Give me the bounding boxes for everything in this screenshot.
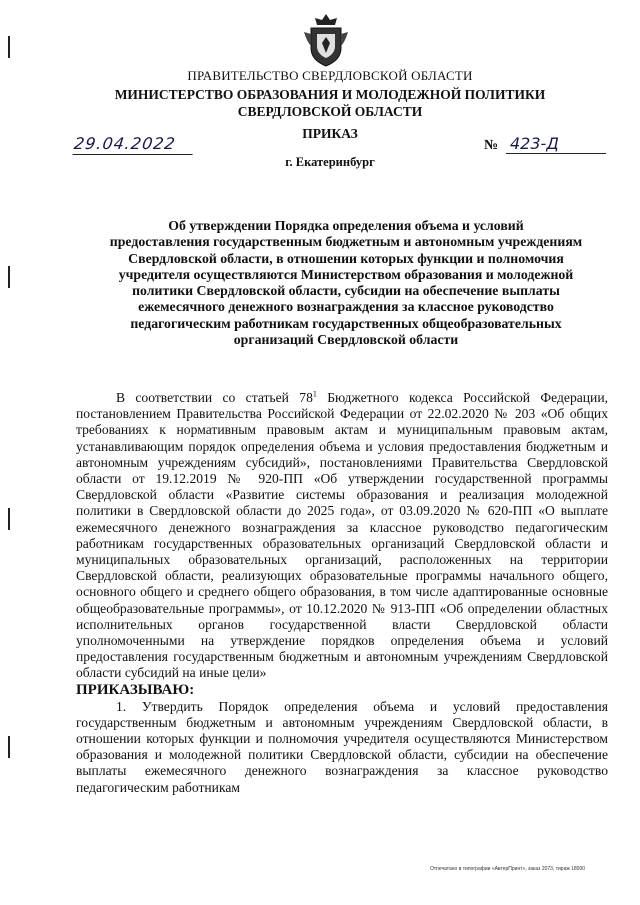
title-line: политики Свердловской области, субсидии на обеспечение выплаты	[132, 283, 560, 299]
scan-margin-mark	[8, 736, 10, 758]
document-title	[76, 218, 616, 348]
article-superscript: 1	[312, 389, 317, 399]
title-line: педагогическим работникам государственных общеобразовательных	[130, 315, 562, 331]
city-line: г. Екатеринбург	[285, 155, 375, 169]
title-line: учредителя осуществляются Министерством образования и молодежной	[118, 266, 574, 282]
title-line: предоставления государственным бюджетным и автономным учреждениям	[109, 234, 583, 250]
handwritten-number: 423-Д	[506, 134, 606, 154]
scan-margin-mark	[8, 508, 10, 530]
government-heading: ПРАВИТЕЛЬСТВО СВЕРДЛОВСКОЙ ОБЛАСТИ	[187, 68, 473, 83]
document-body	[76, 390, 608, 796]
coat-of-arms-emblem	[301, 12, 351, 68]
orders-heading: ПРИКАЗЫВАЮ:	[76, 681, 195, 698]
preamble-rest: Бюджетного кодекса Российской Федерации, постановлением Правительства Российской Федерации от 22.02.2020 № 203 «Об общих требованиях к нормативным правовым актам и муниципальным правовым актам, устанавливающим порядок определения объема и условия предоставления бюджетным и автономным учреждениям субсидий», постановлениями Правительства Свердловской области от 19.12.2019 № 920-ПП «Об утверждении государственной программы Свердловской области «Развитие системы образования и реализация молодежной политики в Свердловской области до 2025 года», от 03.09.2020 № 620-ПП «О выплате ежемесячного денежного вознаграждения за классное руководство педагогическим работникам государственных образовательных организаций Свердловской области и муниципальных образовательных организаций, расположенных на территории Свердловской области, реализующих образовательные программы начального общего, основного общего и среднего общего образования, в том числе адаптированные основные общеобразовательные программы», от 10.12.2020 № 913-ПП «Об определении областных исполнительных органов государственной власти Свердловской области уполномоченными на утверждение порядков определения объема и условий предоставления государственным бюджетным и автономным учреждениям Свердловской области субсидий на иные цели»	[76, 390, 609, 681]
preamble-start: В соответствии со статьей 78	[116, 390, 313, 405]
document-type: ПРИКАЗ	[302, 126, 358, 141]
print-footnote: Отпечатано в типографии «АвтерПринт», заказ 2073, тираж 18000	[430, 866, 586, 872]
handwritten-date: 29.04.2022	[73, 134, 196, 155]
title-line: Об утверждении Порядка определения объема и условий	[168, 218, 524, 233]
ministry-heading-line1: МИНИСТЕРСТВО ОБРАЗОВАНИЯ И МОЛОДЕЖНОЙ ПОЛИТИКИ	[114, 87, 546, 102]
ministry-heading-line2: СВЕРДЛОВСКОЙ ОБЛАСТИ	[237, 104, 423, 119]
title-line: организаций Свердловской области	[233, 332, 459, 348]
order-item-1: 1. Утвердить Порядок определения объема и условий предоставления государственным бюджетным и автономным учреждениям Свердловской области, в отношении которых функции и полномочия учредителя осуществляются Министерством образования и молодежной политики Свердловской области, субсидии на обеспечение выплаты ежемесячного денежного вознаграждения за классное руководство педагогическим работникам	[76, 698, 608, 795]
scan-margin-mark	[8, 266, 10, 288]
title-line: ежемесячного денежного вознаграждения за классное руководство	[138, 299, 554, 315]
preamble-paragraph	[76, 390, 608, 682]
number-sign: №	[484, 138, 499, 153]
scan-margin-mark	[8, 36, 10, 58]
title-line: Свердловской области, в отношении которых функции и полномочия	[128, 250, 564, 266]
